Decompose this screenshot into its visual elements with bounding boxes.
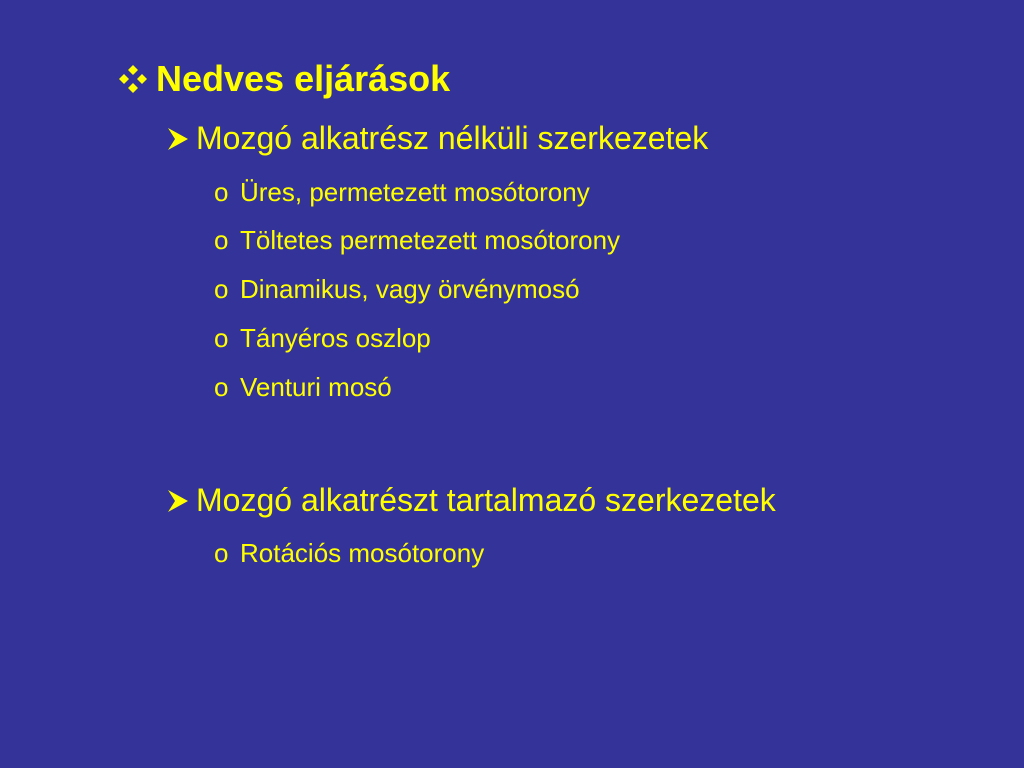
list-item-text: Rotációs mosótorony xyxy=(240,538,485,568)
item-marker: o xyxy=(214,372,229,402)
list-item-text: Üres, permetezett mosótorony xyxy=(240,177,590,207)
group-title-line xyxy=(166,120,708,157)
list-item xyxy=(214,177,590,208)
item-marker: o xyxy=(214,177,229,207)
list-item xyxy=(214,323,431,354)
group-title-line xyxy=(166,482,776,519)
group-title: Mozgó alkatrész nélküli szerkezetek xyxy=(196,120,709,156)
list-item xyxy=(214,225,620,256)
page-title: Nedves eljárások xyxy=(156,58,451,99)
list-item-text: Tányéros oszlop xyxy=(240,323,431,353)
item-marker: o xyxy=(214,323,229,353)
item-marker: o xyxy=(214,225,229,255)
diamond-bullet-icon xyxy=(118,64,156,94)
arrow-bullet-icon xyxy=(166,126,196,152)
list-item xyxy=(214,538,484,569)
list-item-text: Venturi mosó xyxy=(240,372,392,402)
list-item xyxy=(214,274,580,305)
list-item-text: Töltetes permetezett mosótorony xyxy=(240,225,621,255)
group-title: Mozgó alkatrészt tartalmazó szerkezetek xyxy=(196,482,776,518)
item-marker: o xyxy=(214,274,229,304)
arrow-bullet-icon xyxy=(166,488,196,514)
item-marker: o xyxy=(214,538,229,568)
heading-line xyxy=(118,58,450,100)
list-item-text: Dinamikus, vagy örvénymosó xyxy=(240,274,580,304)
list-item xyxy=(214,372,392,403)
